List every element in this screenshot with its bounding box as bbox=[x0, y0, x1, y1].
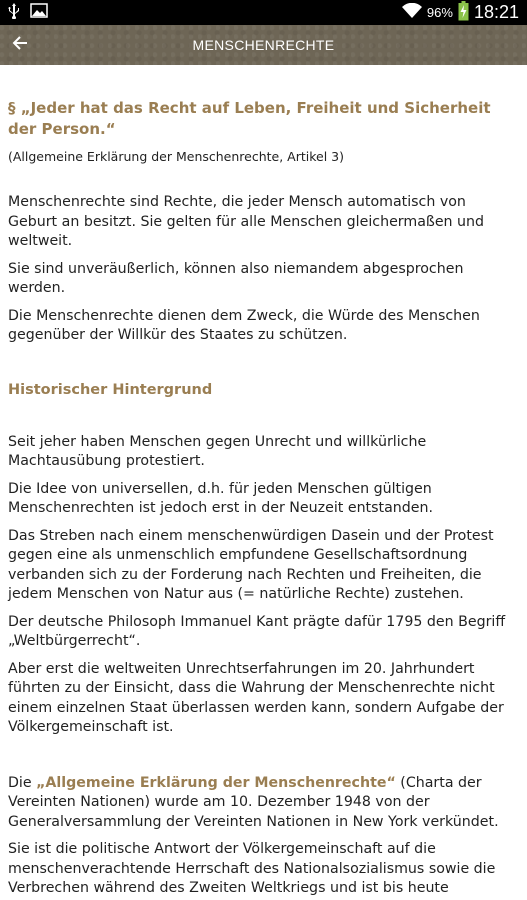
history-paragraph: Der deutsche Philosoph Immanuel Kant prägte dafür 1795 den Begriff „Weltbürgerrecht“. bbox=[8, 613, 506, 649]
battery-charging-icon bbox=[458, 1, 469, 25]
history-paragraph: Seit jeher haben Menschen gegen Unrecht und willkürliche Machtausübung protestiert. bbox=[8, 433, 427, 469]
paragraph-symbol: § bbox=[8, 99, 16, 117]
image-icon bbox=[30, 3, 48, 22]
battery-percent: 96% bbox=[426, 5, 453, 20]
history-paragraph: Aber erst die weltweiten Unrechtserfahrungen im 20. Jahrhundert führten zu der Einsicht, dass die Wahrung der Menschenrechte nicht einem einzelnen Staat überlassen werden kann, sondern Aufgabe der Völkergemeinschaft ist. bbox=[8, 660, 504, 735]
article-content[interactable] bbox=[0, 65, 527, 900]
back-button[interactable] bbox=[0, 25, 40, 65]
wifi-icon bbox=[402, 3, 422, 23]
declaration-paragraph bbox=[8, 774, 519, 833]
quote-source: (Allgemeine Erklärung der Menschenrechte, Artikel 3) bbox=[8, 149, 344, 164]
intro-paragraph: Die Menschenrechte dienen dem Zweck, die Würde des Menschen gegenüber der Willkür des Staates zu schützen. bbox=[8, 307, 480, 343]
declaration-name: „Allgemeine Erklärung der Menschenrechte“ bbox=[36, 774, 396, 791]
history-paragraph: Die Idee von universellen, d.h. für jeden Menschen gültigen Menschenrechten ist jedoch erst in der Neuzeit entstanden. bbox=[8, 480, 433, 516]
quote-text: „Jeder hat das Recht auf Leben, Freiheit und Sicherheit der Person.“ bbox=[8, 99, 491, 138]
history-paragraph: Das Streben nach einem menschenwürdigen Dasein und der Protest gegen eine als unmenschlich empfundene Gesellschaftsordnung verbanden sich zu der Forderung nach Rechten und Freiheiten, die jedem Menschen von Natur aus (= natürliche Rechte) zustehen. bbox=[8, 527, 494, 602]
intro-paragraph: Menschenrechte sind Rechte, die jeder Mensch automatisch von Geburt an besitzt. Sie gelten für alle Menschen gleichermaßen und weltweit. bbox=[8, 194, 485, 249]
declaration-prefix: Die bbox=[8, 774, 37, 791]
status-bar bbox=[0, 0, 527, 25]
page-title: MENSCHENRECHTE bbox=[192, 37, 335, 53]
declaration-rest: (Charta der Vereinten Nationen) wurde am 10. Dezember 1948 von der Generalversammlung der Vereinten Nationen in New York verkündet. bbox=[8, 774, 499, 830]
usb-icon bbox=[8, 3, 20, 23]
intro-paragraph: Sie sind unveräußerlich, können also niemandem abgesprochen werden. bbox=[8, 260, 464, 296]
quote-heading bbox=[8, 98, 519, 140]
arrow-left-icon bbox=[12, 35, 28, 55]
section-heading: Historischer Hintergrund bbox=[8, 381, 213, 398]
final-paragraph: Sie ist die politische Antwort der Völkergemeinschaft auf die menschenverachtende Herrschaft des Nationalsozialismus sowie die Verbrechen während des Zweiten Weltkriegs und ist bis heute bbox=[8, 841, 496, 896]
status-time: 18:21 bbox=[473, 2, 519, 22]
app-bar bbox=[0, 25, 527, 65]
